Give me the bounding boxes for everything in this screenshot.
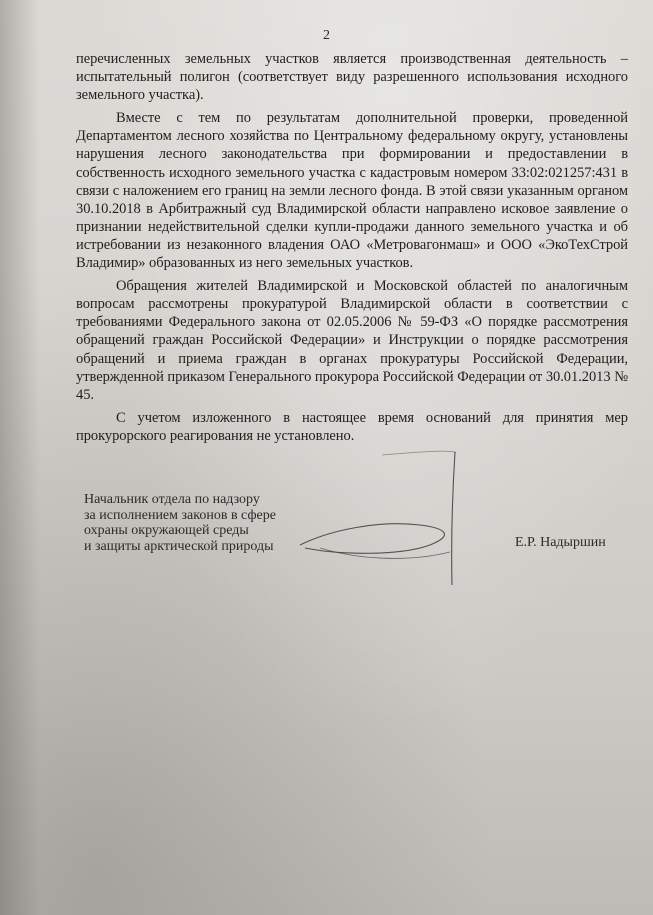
position-line: охраны окружающей среды: [84, 523, 249, 538]
paragraph-inspection-results: Вместе с тем по результатам дополнительной проверки, проведенной Департаментом лесного хозяйства по Центральному федеральному округу, установлены нарушения лесного законодательства при формировании и предоставлении в собственность исходного земельного участка с кадастровым номером 33:02:021257:431 в связи с наложением его границ на земли лесного фонда. В этой связи указанным органом 30.10.2018 в Арбитражный суд Владимирской области направлено исковое заявление о признании недействительной сделки купли-продажи данного земельного участка и об истребовании из незаконного владения ОАО «Метровагонмаш» и ООО «ЭкоТехСтрой Владимир» образованных из него земельных участков.: [76, 110, 628, 272]
page-shadow: [0, 0, 40, 915]
paragraph-conclusion: С учетом изложенного в настоящее время оснований для принятия мер прокурорского реагирования не установлено.: [76, 409, 628, 444]
letter-body: [76, 50, 628, 450]
page-number: 2: [323, 28, 330, 43]
signatory-position: [84, 492, 276, 554]
position-line: Начальник отдела по надзору: [84, 492, 260, 507]
position-line: за исполнением законов в сфере: [84, 507, 276, 523]
paragraph-continuation: перечисленных земельных участков является производственная деятельность – испытательный полигон (соответствует виду разрешенного использования исходного земельного участка).: [76, 51, 628, 104]
signer-name: Е.Р. Надыршин: [515, 535, 606, 550]
paragraph-citizen-appeals: Обращения жителей Владимирской и Московской областей по аналогичным вопросам рассмотрены прокуратурой Владимирской области в соответствии с требованиями Федерального закона от 02.05.2006 № 59-ФЗ «О порядке рассмотрения обращений граждан Российской Федерации» и Инструкции о порядке рассмотрения обращений и приема граждан в органах прокуратуры Российской Федерации, утвержденной приказом Генерального прокурора Российской Федерации от 30.01.2013 № 45.: [76, 278, 628, 403]
position-line: и защиты арктической природы: [84, 538, 274, 554]
